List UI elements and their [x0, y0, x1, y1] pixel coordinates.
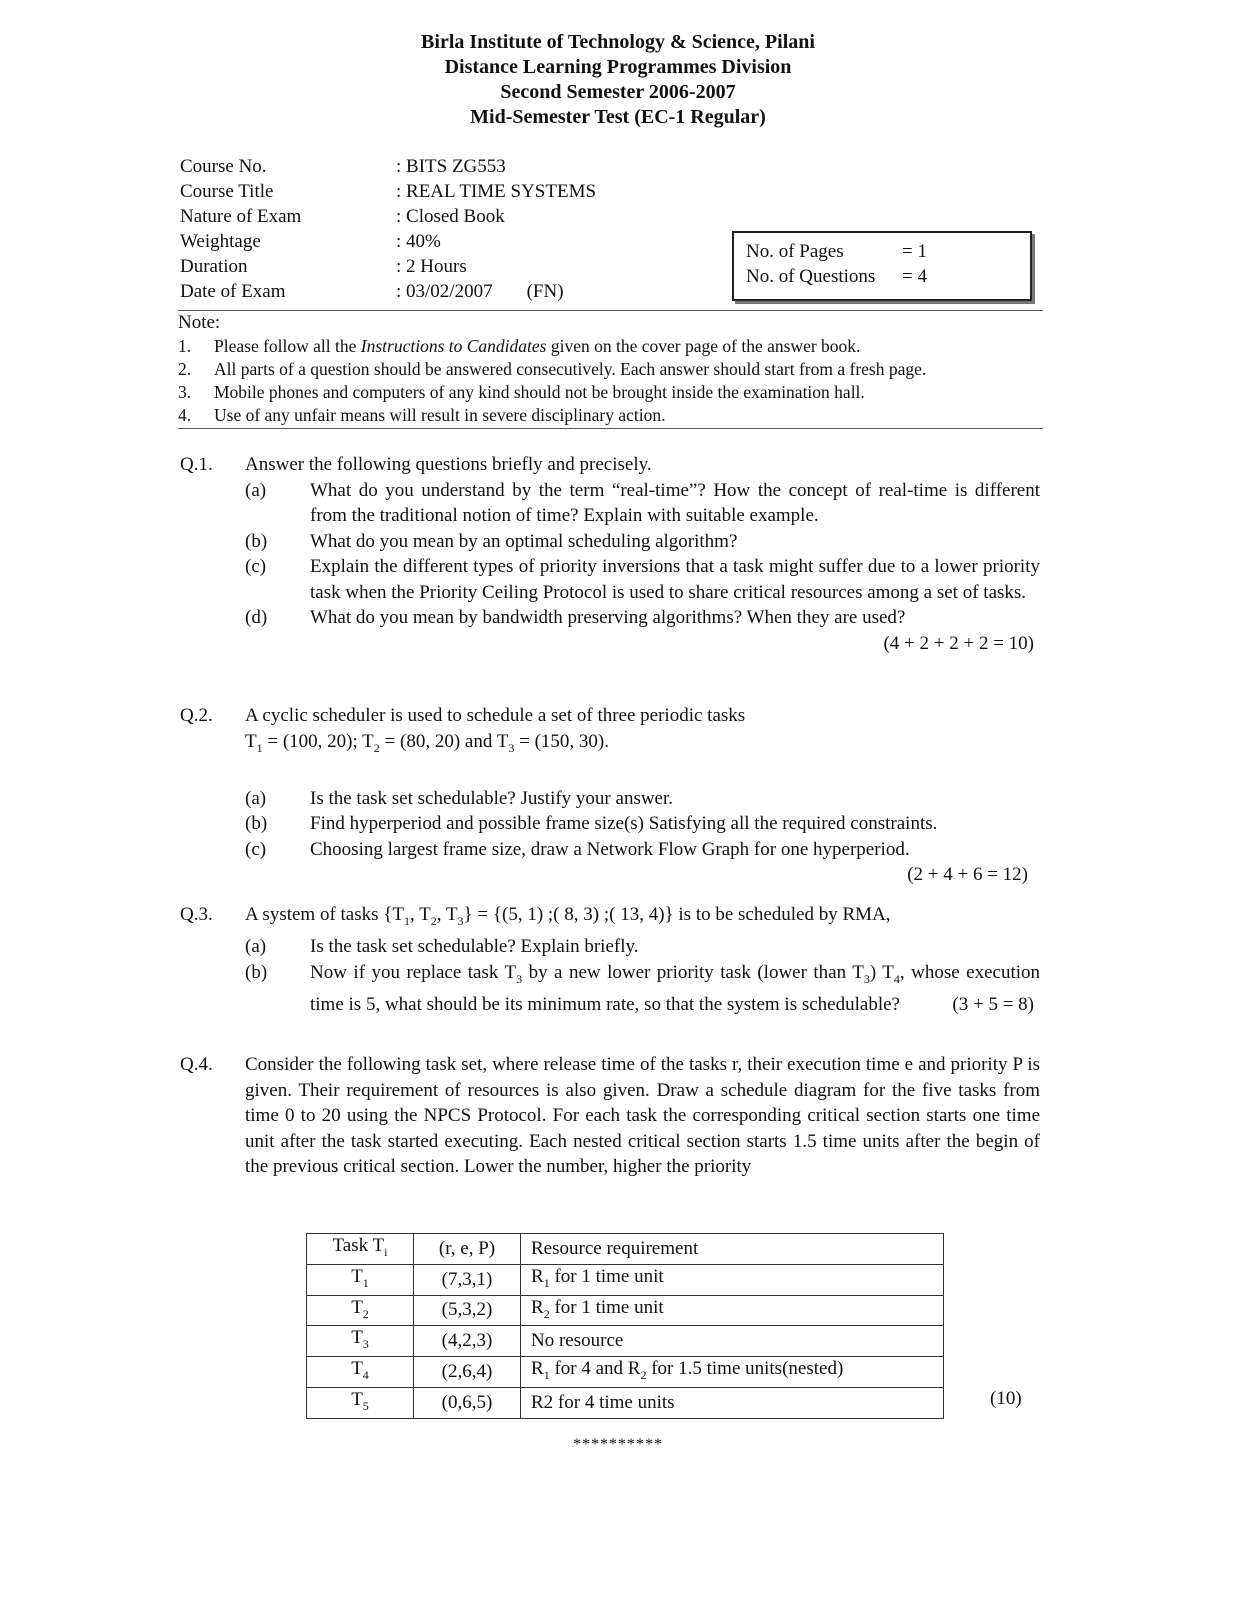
question-3: Q.3. A system of tasks {$T_1$, $T_2$, $T_3\} = \{(5$, 1) ;( 8, 3) ;( 13, 4)} is to be scheduled by RMA, (a) Is the task set schedulable? Explain briefly. (b) Now if you replace task $T_3$ by a new lower priority task (lower than $T_3$) $T_4$, whose execution time is 5, what should be its minimum rate, so that the system is schedulable? (3 + 5 = 8)	[180, 902, 1040, 1018]
exam-header	[0, 30, 1236, 130]
session-label: (FN)	[526, 281, 564, 302]
question-number: Q.3.	[180, 904, 213, 925]
table-row: $T_1$ (7,3,1) $R_1$ for 1 time unit	[307, 1264, 944, 1295]
question-number: Q.1.	[180, 454, 213, 475]
meta-row: Course Title : REAL TIME SYSTEMS	[180, 181, 597, 202]
note-item: 2. All parts of a question should be answered consecutively. Each answer should start from a fresh page.	[178, 359, 927, 379]
question-number: Q.2.	[180, 705, 213, 726]
test-name: Mid-Semester Test (EC-1 Regular)	[470, 106, 766, 128]
pages-questions-box: No. of Pages = 1 No. of Questions = 4	[732, 231, 1032, 301]
institute-name: Birla Institute of Technology & Science, Pilani	[421, 31, 815, 53]
meta-row: Duration : 2 Hours	[180, 256, 467, 277]
meta-row: Nature of Exam : Closed Book	[180, 206, 505, 227]
task-resource-table	[306, 1233, 944, 1419]
table-row: $T_5$ (0,6,5) R2 for 4 time units	[307, 1387, 944, 1418]
end-marker: **********	[573, 1436, 663, 1453]
table-row: $T_2$ (5,3,2) $R_2$ for 1 time unit	[307, 1295, 944, 1326]
marks: (10)	[990, 1388, 1022, 1409]
table-row: $T_3$ (4,2,3) No resource	[307, 1326, 944, 1357]
question-4: Q.4. Consider the following task set, where release time of the tasks r, their execution time e and priority P is given. Their requirement of resources is also given. Draw a schedule diagram for the five tasks from time 0 to 20 using the NPCS Protocol. For each task the corresponding critical section starts one time unit after the task started executing. Each nested critical section starts 1.5 time units after the begin of the previous critical section. Lower the number, higher the priority	[180, 1052, 1040, 1180]
note-item: 1. Please follow all the Instructions to Candidates given on the cover page of the answer book.	[178, 336, 861, 356]
table-header-row: Task $T_i$ (r, e, P) Resource requirement	[307, 1234, 944, 1265]
meta-row: Weightage : 40%	[180, 231, 441, 252]
division-name: Distance Learning Programmes Division	[444, 56, 792, 78]
marks: (4 + 2 + 2 + 2 = 10)	[883, 632, 1034, 654]
divider	[178, 428, 1043, 429]
marks: (3 + 5 = 8)	[952, 994, 1034, 1016]
question-2: Q.2. A cyclic scheduler is used to schedule a set of three periodic tasks $T_1 = (100$, 20); $T_2 = (80$, 20) and $T_3 = (150$, 30). (a) Is the task set schedulable? Justify your answer. (b) Find hyperperiod and possible frame size(s) Satisfying all the required constraints. (c) Choosing largest frame size, draw a Network Flow Graph for one hyperperiod. (2 + 4 + 6 = 12)	[180, 703, 1040, 888]
question-number: Q.4.	[180, 1054, 213, 1075]
course-details	[180, 154, 740, 304]
notes-section	[178, 310, 1043, 427]
notes-title: Note:	[178, 312, 221, 333]
semester: Second Semester 2006-2007	[500, 81, 736, 103]
table-row: $T_4$ (2,6,4) $R_1$ for 4 and $R_2$ for 1.5 time units(nested)	[307, 1357, 944, 1388]
question-1: Q.1. Answer the following questions briefly and precisely. (a) What do you understand by the term “real-time”? How the concept of real-time is different from the traditional notion of time? Explain with suitable example. (b) What do you mean by an optimal scheduling algorithm? (c) Explain the different types of priority inversions that a task might suffer due to a lower priority task when the Priority Ceiling Protocol is used to share critical resources among a set of tasks. (d) What do you mean by bandwidth preserving algorithms? When they are used? (4 + 2 + 2 + 2 = 10)	[180, 452, 1040, 656]
marks: (2 + 4 + 6 = 12)	[907, 864, 1028, 886]
note-item: 4. Use of any unfair means will result in severe disciplinary action.	[178, 405, 666, 425]
meta-row: Date of Exam : 03/02/2007 (FN)	[180, 281, 564, 302]
meta-row: Course No. : BITS ZG553	[180, 156, 506, 177]
note-item: 3. Mobile phones and computers of any kind should not be brought inside the examination hall.	[178, 382, 865, 402]
